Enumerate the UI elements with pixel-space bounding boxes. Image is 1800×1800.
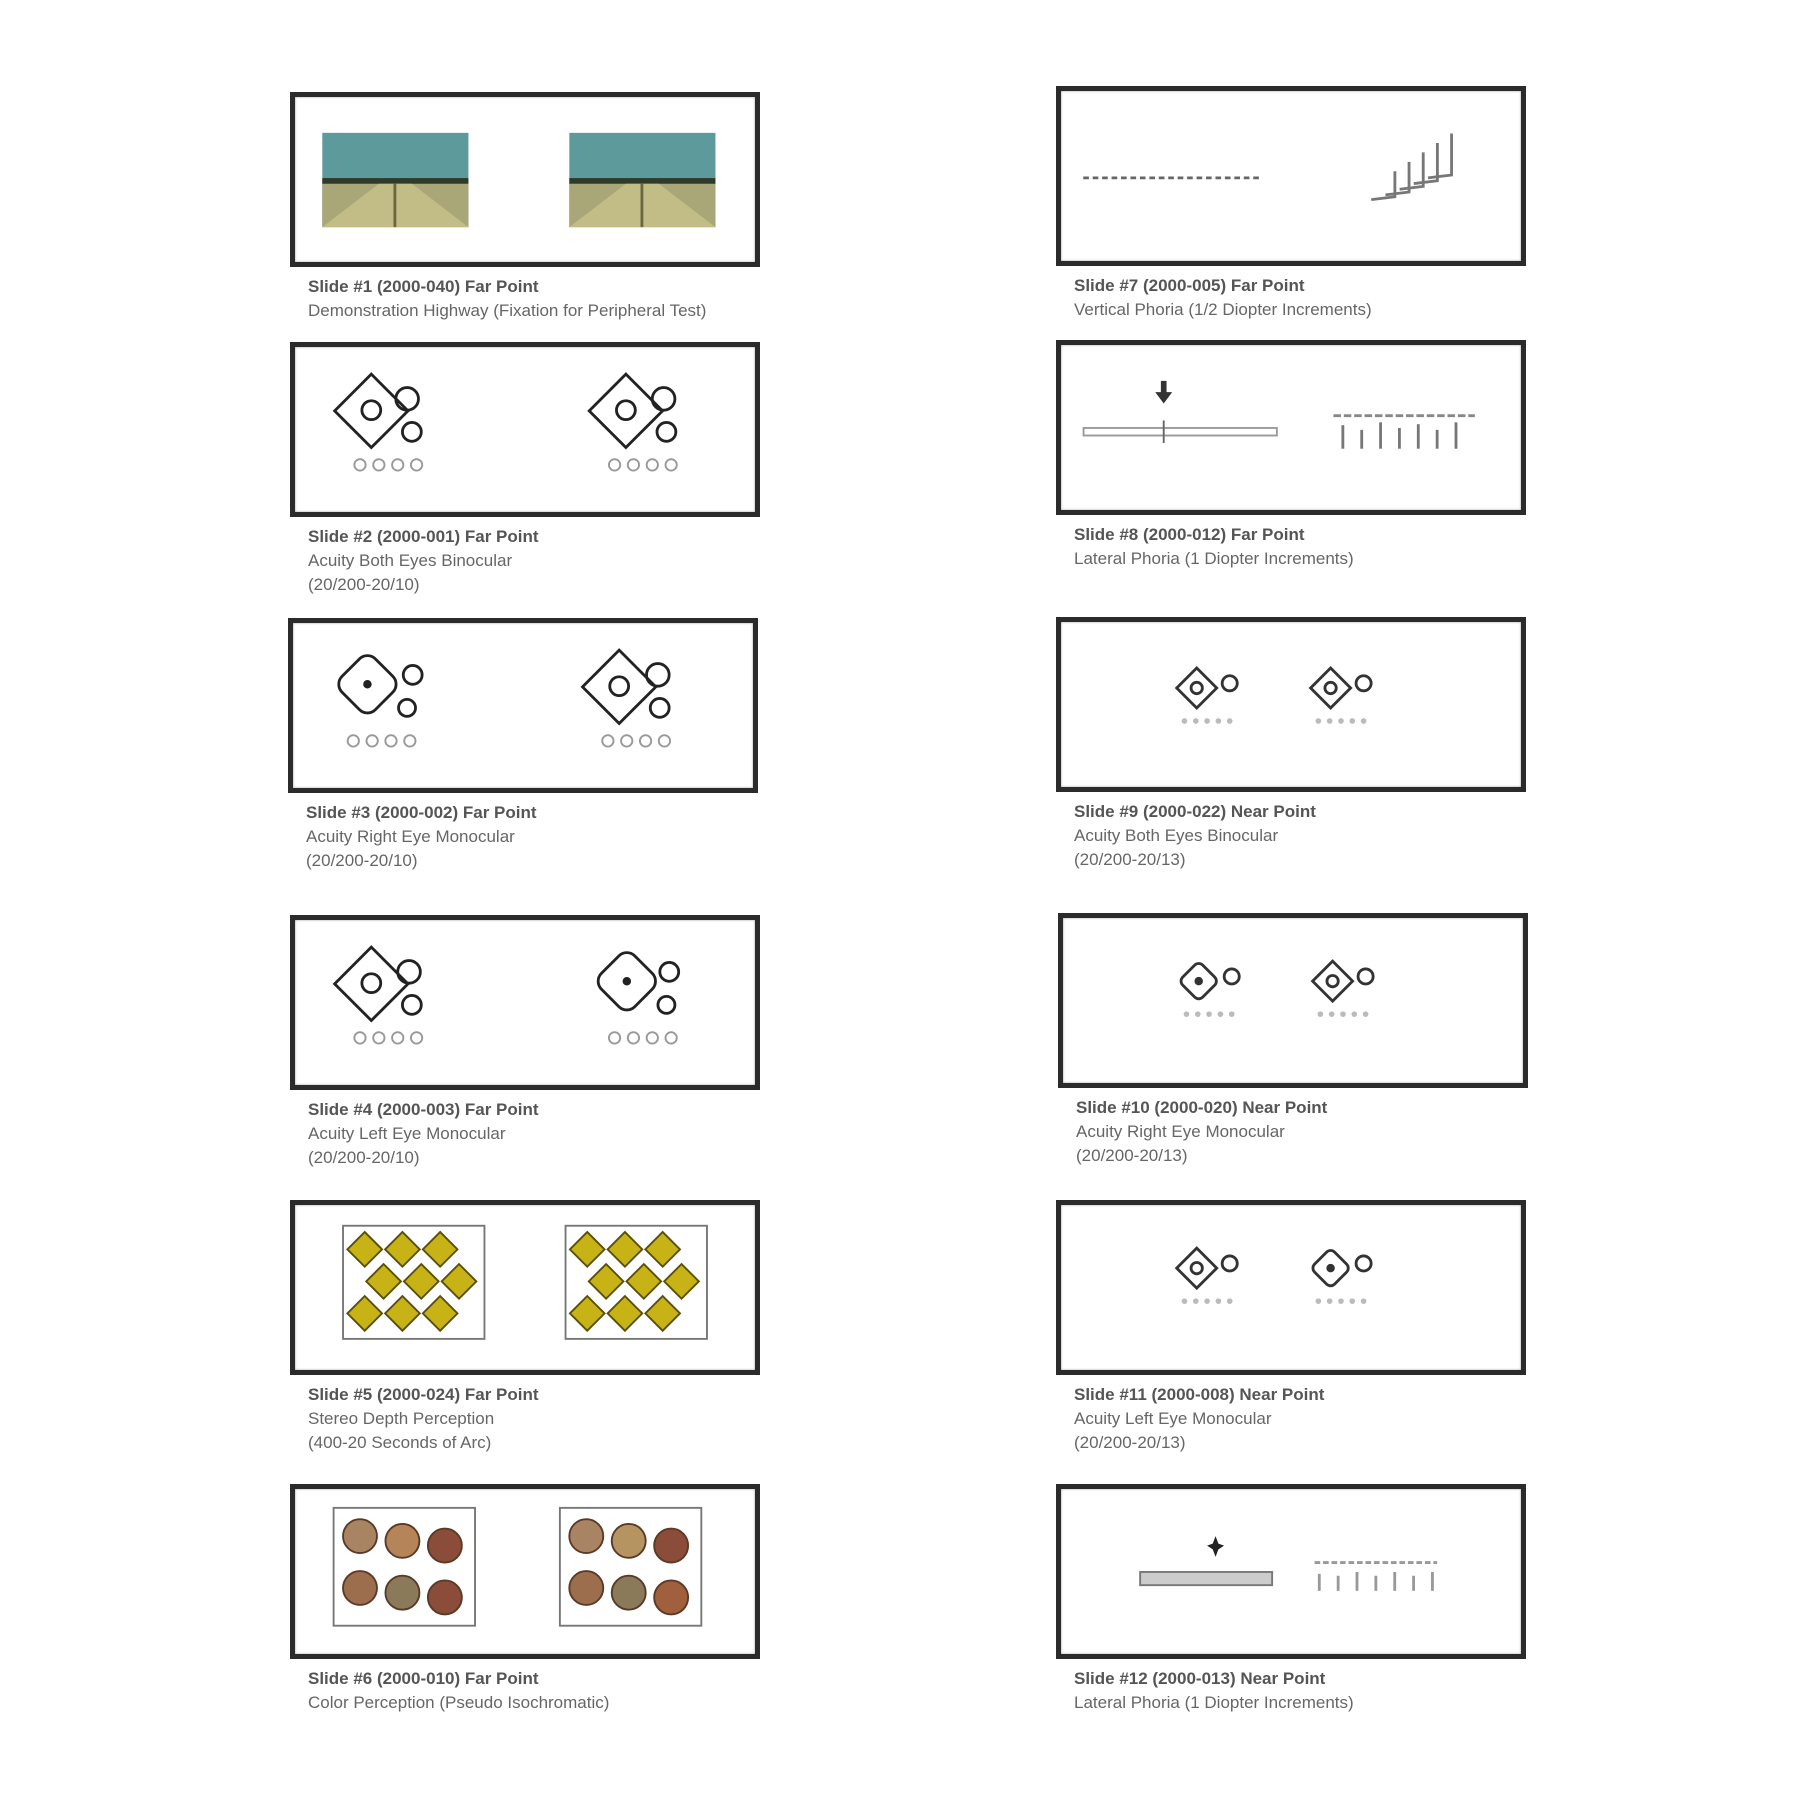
stereo-plate-image xyxy=(295,1205,755,1370)
slide-frame-1 xyxy=(290,92,760,267)
slide-frame-3 xyxy=(288,618,758,793)
slide-card-9 xyxy=(1056,617,1526,872)
highway-image xyxy=(295,97,755,262)
slide-card-3 xyxy=(288,618,758,873)
near-acuity-chart-image xyxy=(1061,622,1521,787)
near-acuity-chart-image xyxy=(1063,918,1523,1083)
caption-line: Slide #9 (2000-022) Near Point xyxy=(1074,802,1316,821)
slide-frame-5 xyxy=(290,1200,760,1375)
slide-frame-12 xyxy=(1056,1484,1526,1659)
slide-card-6 xyxy=(290,1484,760,1715)
caption-line: Acuity Left Eye Monocular xyxy=(1074,1409,1272,1428)
caption-line: Acuity Both Eyes Binocular xyxy=(1074,826,1279,845)
slide-caption-5 xyxy=(308,1383,760,1455)
slide-frame-2 xyxy=(290,342,760,517)
slide-card-10 xyxy=(1058,913,1528,1168)
caption-line: Slide #3 (2000-002) Far Point xyxy=(306,803,537,822)
acuity-chart-image xyxy=(295,347,755,512)
slide-card-5 xyxy=(290,1200,760,1455)
caption-line: (20/200-20/10) xyxy=(306,851,418,870)
slide-frame-9 xyxy=(1056,617,1526,792)
caption-line: Slide #10 (2000-020) Near Point xyxy=(1076,1098,1328,1117)
caption-line: (20/200-20/13) xyxy=(1074,1433,1186,1452)
caption-line: Vertical Phoria (1/2 Diopter Increments) xyxy=(1074,300,1372,319)
caption-line: (20/200-20/10) xyxy=(308,1148,420,1167)
acuity-chart-image xyxy=(293,623,753,788)
caption-line: Acuity Both Eyes Binocular xyxy=(308,551,513,570)
slide-caption-12 xyxy=(1074,1667,1526,1715)
caption-line: (400-20 Seconds of Arc) xyxy=(308,1433,492,1452)
slide-frame-10 xyxy=(1058,913,1528,1088)
near-acuity-chart-image xyxy=(1061,1205,1521,1370)
caption-line: Demonstration Highway (Fixation for Peripheral Test) xyxy=(308,301,707,320)
caption-line: Acuity Right Eye Monocular xyxy=(306,827,515,846)
acuity-chart-image xyxy=(295,920,755,1085)
caption-line: Color Perception (Pseudo Isochromatic) xyxy=(308,1693,610,1712)
slide-card-2 xyxy=(290,342,760,597)
caption-line: Lateral Phoria (1 Diopter Increments) xyxy=(1074,1693,1354,1712)
slide-card-11 xyxy=(1056,1200,1526,1455)
caption-line: (20/200-20/10) xyxy=(308,575,420,594)
caption-line: Acuity Left Eye Monocular xyxy=(308,1124,506,1143)
slide-card-12 xyxy=(1056,1484,1526,1715)
caption-line: (20/200-20/13) xyxy=(1074,850,1186,869)
caption-line: Slide #7 (2000-005) Far Point xyxy=(1074,276,1305,295)
caption-line: Slide #12 (2000-013) Near Point xyxy=(1074,1669,1326,1688)
slide-caption-8 xyxy=(1074,523,1526,571)
slide-card-1 xyxy=(290,92,760,323)
slide-card-7 xyxy=(1056,86,1526,322)
caption-line: Acuity Right Eye Monocular xyxy=(1076,1122,1285,1141)
slide-caption-2 xyxy=(308,525,760,597)
slide-caption-4 xyxy=(308,1098,760,1170)
vertical-phoria-image xyxy=(1061,91,1521,261)
caption-line: (20/200-20/13) xyxy=(1076,1146,1188,1165)
slide-caption-1 xyxy=(308,275,760,323)
slide-caption-7 xyxy=(1074,274,1526,322)
slide-caption-3 xyxy=(306,801,758,873)
caption-line: Slide #4 (2000-003) Far Point xyxy=(308,1100,539,1119)
lateral-phoria-image xyxy=(1061,345,1521,510)
slide-caption-10 xyxy=(1076,1096,1528,1168)
color-plate-image xyxy=(295,1489,755,1654)
slide-caption-6 xyxy=(308,1667,760,1715)
caption-line: Slide #6 (2000-010) Far Point xyxy=(308,1669,539,1688)
slide-frame-6 xyxy=(290,1484,760,1659)
caption-line: Slide #11 (2000-008) Near Point xyxy=(1074,1385,1325,1404)
slide-card-8 xyxy=(1056,340,1526,571)
slide-caption-11 xyxy=(1074,1383,1526,1455)
caption-line: Lateral Phoria (1 Diopter Increments) xyxy=(1074,549,1354,568)
slide-card-4 xyxy=(290,915,760,1170)
caption-line: Stereo Depth Perception xyxy=(308,1409,495,1428)
slide-frame-8 xyxy=(1056,340,1526,515)
caption-line: Slide #5 (2000-024) Far Point xyxy=(308,1385,539,1404)
caption-line: Slide #1 (2000-040) Far Point xyxy=(308,277,539,296)
lateral-phoria-image xyxy=(1061,1489,1521,1654)
slide-frame-4 xyxy=(290,915,760,1090)
caption-line: Slide #8 (2000-012) Far Point xyxy=(1074,525,1305,544)
slide-caption-9 xyxy=(1074,800,1526,872)
slide-frame-11 xyxy=(1056,1200,1526,1375)
caption-line: Slide #2 (2000-001) Far Point xyxy=(308,527,539,546)
slide-frame-7 xyxy=(1056,86,1526,266)
